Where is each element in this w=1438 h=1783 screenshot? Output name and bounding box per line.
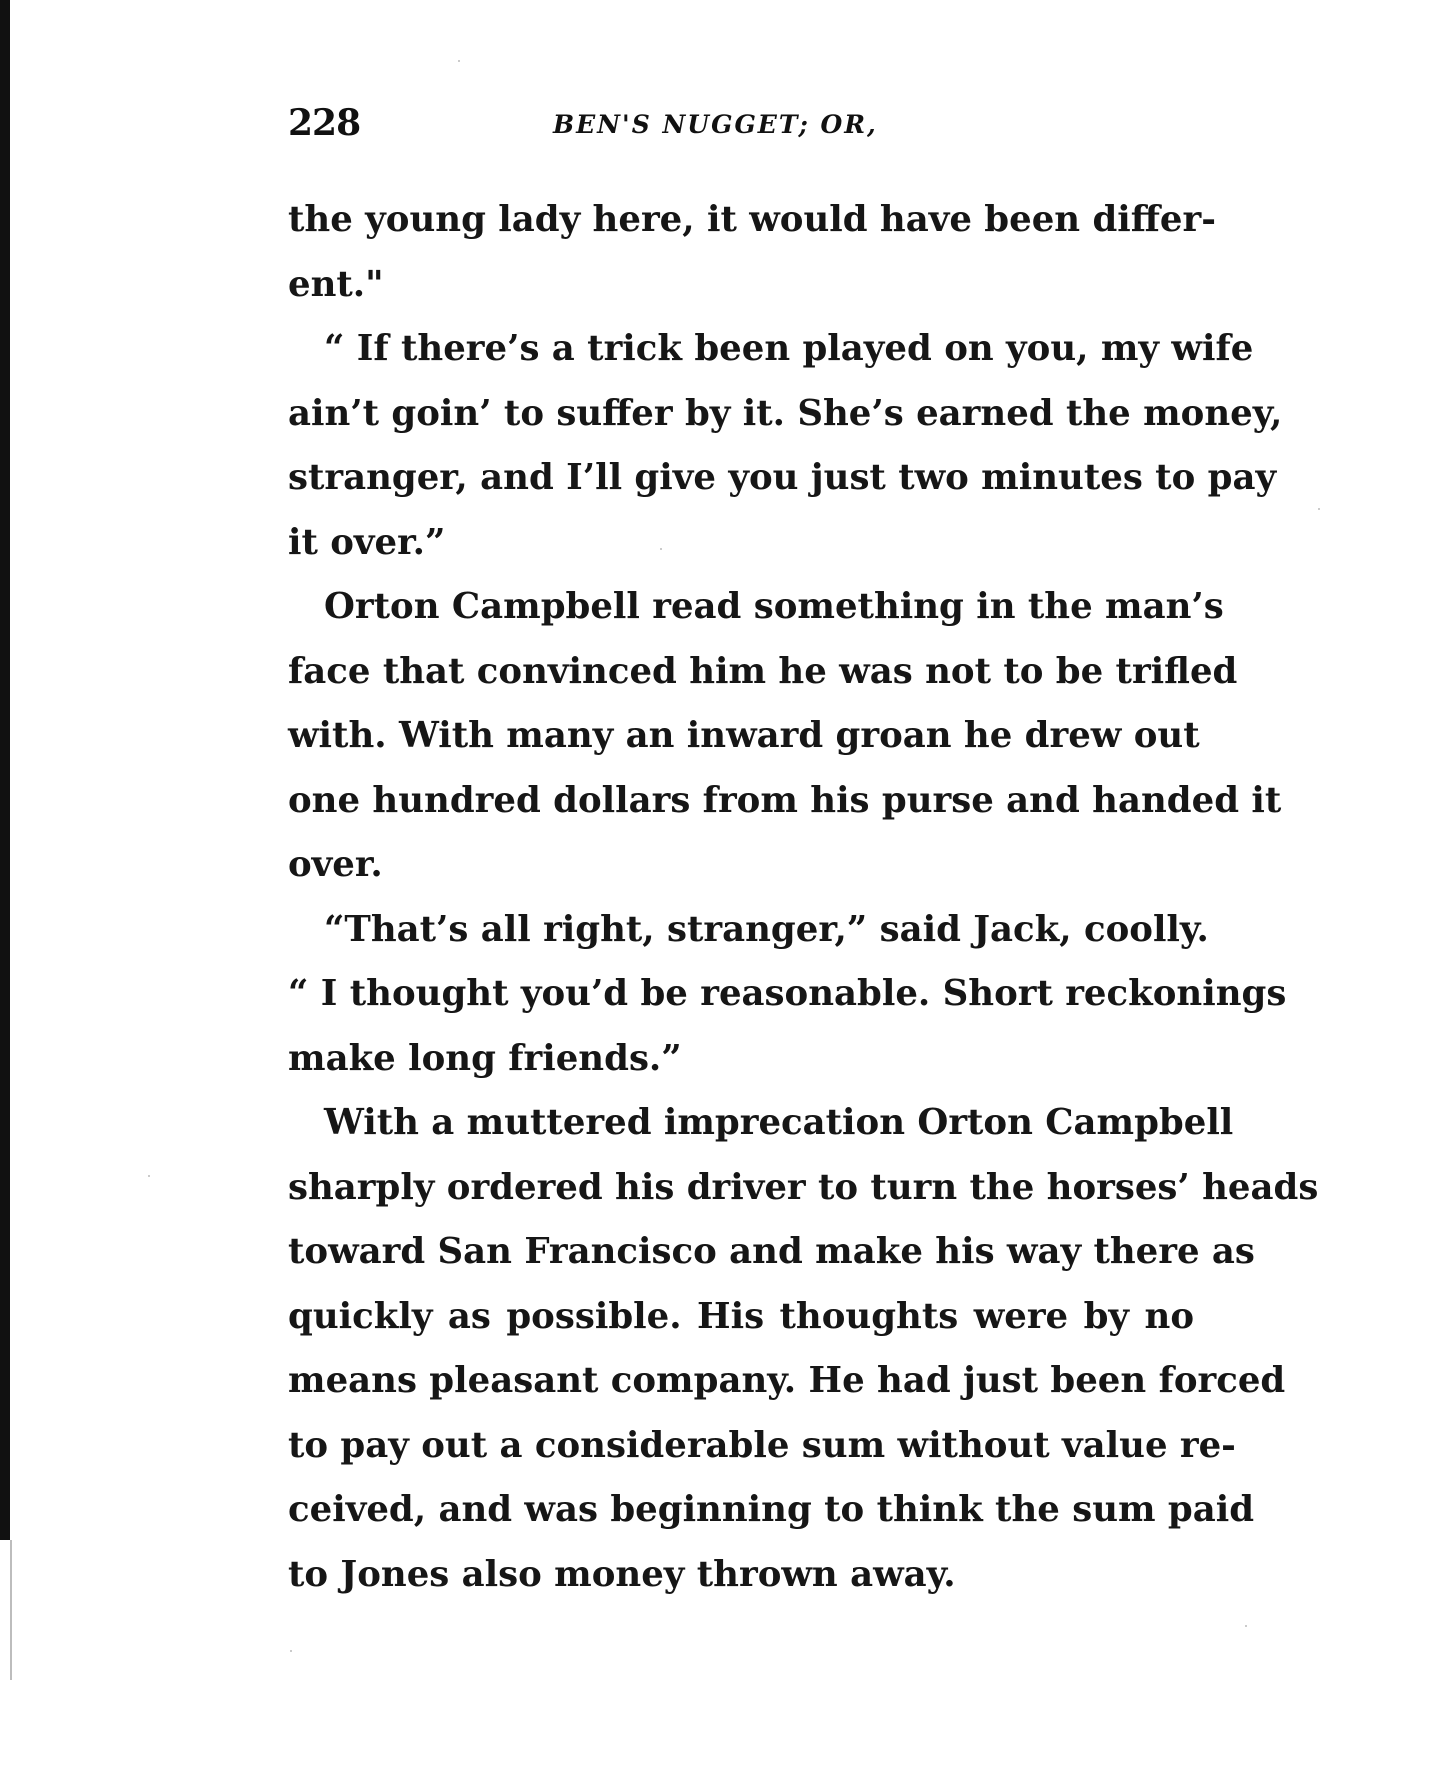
text-line: to Jones also money thrown away. [288,1553,956,1595]
text-line: to pay out a considerable sum without value re- [288,1424,1236,1466]
page-number: 228 [288,102,361,144]
text-line: ain’t goin’ to suffer by it. She’s earned the money, [288,392,1283,434]
text-line: quickly as possible. His thoughts were by no [288,1295,1194,1337]
text-line: toward San Francisco and make his way there as [288,1231,1255,1272]
text-line: it over.” [288,521,446,563]
binding-edge [0,0,10,1540]
text-line: one hundred dollars from his purse and handed it [288,779,1282,821]
text-line: “ If there’s a trick been played on you, my wife [324,328,1254,369]
body-text [288,188,1319,1607]
text-line: stranger, and I’ll give you just two minutes to pay [288,457,1277,498]
text-line: make long friends.” [288,1037,682,1079]
text-line: means pleasant company. He had just been forced [288,1360,1286,1401]
text-line: sharply ordered his driver to turn the horses’ heads [288,1166,1319,1208]
scan-speck [1318,508,1320,510]
text-line: the young lady here, it would have been differ- [288,199,1216,240]
scan-speck [1245,1625,1247,1627]
scan-speck [290,1650,292,1652]
text-line: “ I thought you’d be reasonable. Short reckonings [288,973,1287,1014]
text-line: with. With many an inward groan he drew out [288,715,1200,756]
text-line: “That’s all right, stranger,” said Jack, coolly. [324,908,1209,950]
text-line: With a muttered imprecation Orton Campbell [324,1102,1234,1143]
text-line: over. [288,844,383,885]
text-line: face that convinced him he was not to be trifled [288,650,1238,692]
scan-speck [148,1175,150,1177]
binding-edge-shadow [10,1540,12,1680]
scan-speck [458,60,460,62]
text-line: ceived, and was beginning to think the sum paid [288,1489,1255,1530]
text-line: Orton Campbell read something in the man’s [324,586,1224,627]
running-title: BEN'S NUGGET; OR, [553,110,878,139]
text-line: ent." [288,263,384,305]
running-head [288,100,1198,150]
